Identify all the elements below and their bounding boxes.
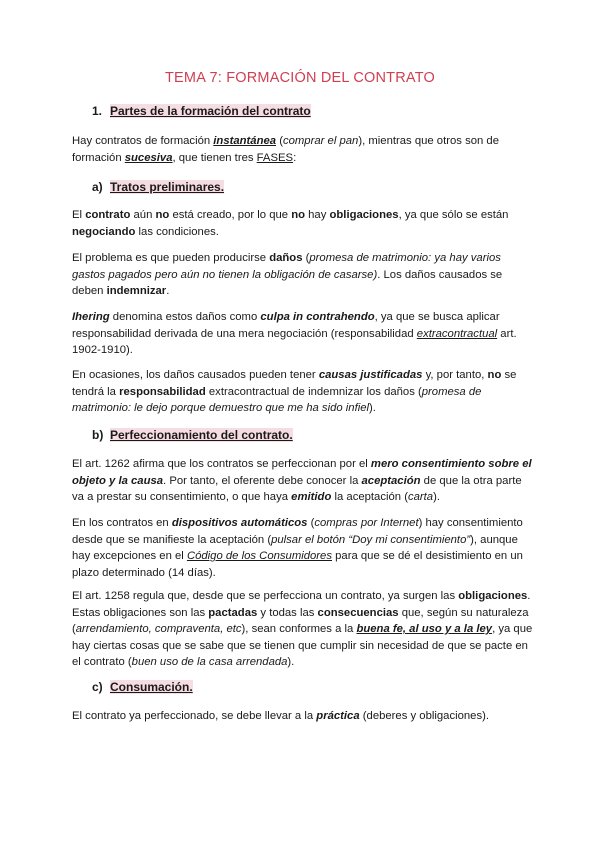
emphasis: mero consentimiento sobre el <box>370 458 532 470</box>
paragraph-b2 <box>72 515 534 581</box>
section-1-label: Partes de la formación del contrato <box>110 104 311 118</box>
text-run: deben <box>72 285 107 297</box>
paragraph-b1 <box>72 456 534 506</box>
emphasis: negociando <box>72 225 136 238</box>
text-run: va a prestar su consentimiento, o que haya <box>72 491 292 503</box>
text-run: 1902-1910). <box>72 344 133 356</box>
emphasis: emitido <box>291 491 332 503</box>
text-run: formación <box>72 151 125 164</box>
emphasis: responsabilidad <box>119 385 206 398</box>
text-run: El contrato ya perfeccionado, se debe llevar a la <box>72 710 317 722</box>
text-run: ). <box>287 656 295 668</box>
text-run: : <box>293 151 297 164</box>
text-run: En ocasiones, los daños causados pueden tener <box>72 369 319 381</box>
text-run: ). <box>433 491 440 503</box>
emphasis: culpa in contrahendo <box>260 311 375 323</box>
text-run: plazo determinado (14 días). <box>72 566 216 579</box>
example: buen uso de la casa arrendada <box>131 656 288 668</box>
text-run: ), aunque <box>470 533 518 546</box>
text-run: de que la otra parte <box>420 474 522 487</box>
subsection-b-number: b) <box>92 428 104 442</box>
example: arrendamiento, compraventa, etc <box>75 623 242 635</box>
paragraph-c1 <box>72 708 534 725</box>
emphasis: sucesiva <box>124 151 173 164</box>
paragraph-b3 <box>72 588 534 671</box>
emphasis: contrato <box>85 209 131 221</box>
subsection-a-label: Tratos preliminares. <box>110 180 225 194</box>
paragraph-a1 <box>72 207 534 240</box>
text-run: El art. 1262 afirma que los contratos se perfeccionan por el <box>72 458 371 470</box>
emphasis: indemnizar <box>106 285 167 297</box>
text-run: y, por tanto, <box>422 369 488 381</box>
text-run: ). <box>369 402 376 414</box>
text-run: . <box>527 590 531 602</box>
text-run: , ya que <box>492 623 533 635</box>
emphasis: objeto y la causa <box>72 474 164 487</box>
text-run: ), sean conformes a la <box>241 623 357 635</box>
example: carta <box>407 491 434 503</box>
text-run: , que tienen tres <box>172 151 257 164</box>
text-run: , ya que sólo se están <box>398 209 509 221</box>
emphasis: buena fe, al uso y a la ley <box>356 623 493 635</box>
subsection-a-heading <box>92 180 224 194</box>
example: comprar el pan <box>282 135 359 147</box>
emphasis: daños <box>269 252 303 264</box>
emphasis: práctica <box>316 710 360 722</box>
text-run: responsabilidad derivada de una mera negociación (responsabilidad <box>72 327 417 340</box>
text-run: y todas las <box>257 606 318 619</box>
example: compras por Internet <box>314 517 419 529</box>
subsection-b-label: Perfeccionamiento del contrato. <box>110 428 293 442</box>
text-run: . <box>166 285 170 297</box>
emphasis: FASES <box>256 151 294 164</box>
example: promesa de <box>421 385 482 398</box>
emphasis: no <box>155 209 170 221</box>
emphasis: obligaciones <box>458 590 528 602</box>
text-run: que, según su naturaleza <box>398 606 529 619</box>
emphasis: Código de los Consumidores <box>186 550 332 562</box>
text-run: ( <box>72 623 76 635</box>
section-1-number: 1. <box>92 104 103 118</box>
text-run: ( <box>302 252 310 264</box>
emphasis: instantánea <box>213 135 277 147</box>
example: promesa de matrimonio: ya hay varios <box>309 252 501 264</box>
text-run: el contrato ( <box>72 656 132 668</box>
text-run: , ya que se busca aplicar <box>374 311 500 323</box>
emphasis: no <box>487 369 502 381</box>
text-run: se <box>501 369 517 381</box>
text-run: Estas obligaciones son las <box>72 606 209 619</box>
emphasis: aceptación <box>361 474 421 487</box>
paragraph-a4 <box>72 367 534 417</box>
text-run: El problema es que pueden producirse <box>72 252 270 264</box>
document-title: TEMA 7: FORMACIÓN DEL CONTRATO <box>165 70 435 86</box>
text-run: . Por tanto, el oferente debe conocer la <box>163 474 362 487</box>
text-run: hay <box>305 209 330 221</box>
text-run: Hay contratos de formación <box>72 135 214 147</box>
text-run: El <box>72 209 86 221</box>
emphasis: pactadas <box>208 606 258 619</box>
text-run: aún <box>130 209 156 221</box>
text-run: extracontractual de indemnizar los daños ( <box>205 385 422 398</box>
text-run: El art. 1258 regula que, desde que se perfecciona un contrato, ya surgen las <box>72 590 459 602</box>
emphasis: Ihering <box>72 311 110 323</box>
subsection-c-number: c) <box>92 680 103 694</box>
emphasis: dispositivos automáticos <box>171 517 308 529</box>
text-run: ), mientras que otros son de <box>358 135 499 147</box>
emphasis: consecuencias <box>317 606 399 619</box>
text-run: las condiciones. <box>135 225 219 238</box>
text-run: ( <box>307 517 315 529</box>
example: gastos pagados pero aún no tienen la obligación de casarse) <box>72 268 378 281</box>
text-run: hay ciertas cosas que se sabe que se tienen que cumplir sin necesidad de que se pacte en <box>72 639 528 652</box>
emphasis: obligaciones <box>329 209 399 221</box>
emphasis: extracontractual <box>416 327 498 340</box>
text-run: (deberes y obligaciones). <box>359 710 489 722</box>
text-run: . Los daños causados se <box>377 268 503 281</box>
emphasis: causas justificadas <box>318 369 423 381</box>
text-run: para que se dé el desistimiento en un <box>332 550 523 562</box>
text-run: hay excepciones en el <box>72 550 187 562</box>
emphasis: no <box>291 209 305 221</box>
example: matrimonio: le dejo porque demuestro que me ha sido infiel <box>72 402 370 414</box>
text-run: art. <box>497 327 517 340</box>
subsection-c-label: Consumación. <box>110 680 193 694</box>
text-run: la aceptación ( <box>331 491 408 503</box>
text-run: tendrá la <box>72 385 120 398</box>
text-run: ( <box>276 135 283 147</box>
subsection-b-heading <box>92 428 293 442</box>
intro-paragraph <box>72 133 534 166</box>
paragraph-a3 <box>72 309 534 359</box>
example: pulsar el botón “Doy mi consentimiento” <box>271 533 471 546</box>
text-run: ) hay consentimiento <box>418 517 523 529</box>
subsection-a-number: a) <box>92 180 103 194</box>
text-run: En los contratos en <box>72 517 172 529</box>
section-1-heading <box>92 104 311 118</box>
paragraph-a2 <box>72 250 534 300</box>
text-run: está creado, por lo que <box>169 209 292 221</box>
text-run: desde que se manifieste la aceptación ( <box>72 533 272 546</box>
text-run: denomina estos daños como <box>109 311 261 323</box>
subsection-c-heading <box>92 680 193 694</box>
